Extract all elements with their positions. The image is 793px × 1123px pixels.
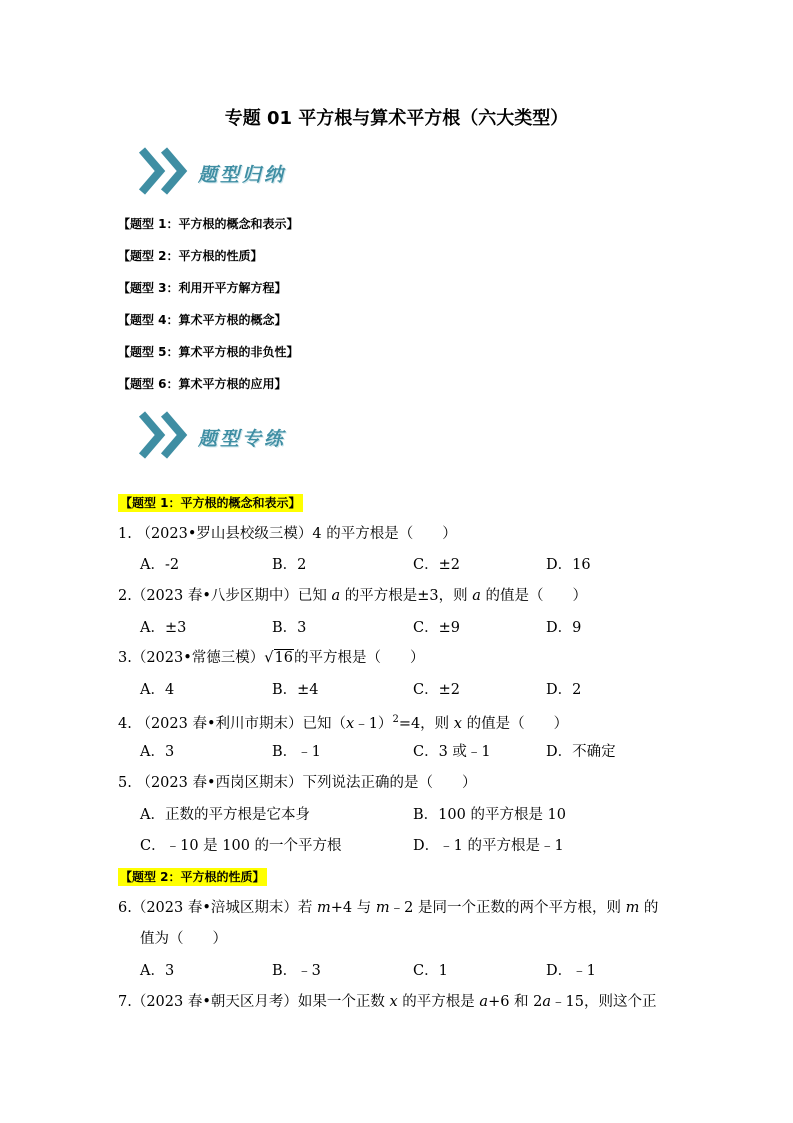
banner-title: 题型归纳 — [198, 164, 287, 186]
question-4: 4. （2023 春•利川市期末）已知（x﹣1）$^2$=4，则 x 的值是（ ） — [118, 714, 569, 732]
option: C．3 或﹣1 — [413, 744, 491, 760]
topic-item: 【题型 3：利用开平方解方程】 — [118, 281, 287, 295]
question-6-line2: 值为（ ） — [140, 931, 227, 947]
option: C．1 — [413, 963, 448, 979]
option: A．3 — [140, 963, 175, 979]
option: D．﹣1 的平方根是﹣1 — [413, 838, 564, 854]
question-1: 1. （2023•罗山县校级三模）4 的平方根是（ ） — [118, 526, 457, 542]
option: A．正数的平方根是它本身 — [140, 807, 310, 823]
topic-item: 【题型 2：平方根的性质】 — [118, 249, 263, 263]
option: A．±3 — [140, 620, 187, 636]
page-title: 专题 01 平方根与算术平方根（六大类型） — [224, 108, 569, 129]
banner-title: 题型专练 — [198, 428, 287, 450]
topic-item: 【题型 5：算术平方根的非负性】 — [118, 345, 299, 359]
topic-item: 【题型 1：平方根的概念和表示】 — [118, 217, 299, 231]
section-heading: 【题型 2：平方根的性质】 — [120, 870, 265, 884]
double-chevron-icon — [136, 146, 196, 196]
option: B．﹣3 — [272, 963, 321, 979]
question-7: 7.（2023 春•朝天区月考）如果一个正数 x 的平方根是 a+6 和 2a﹣15，则这个正 — [118, 994, 657, 1010]
sqrt-symbol: √16 — [264, 650, 293, 666]
option: D．16 — [546, 557, 591, 573]
option: D．9 — [546, 620, 582, 636]
question-5: 5. （2023 春•西岗区期末）下列说法正确的是（ ） — [118, 775, 477, 791]
option: B．±4 — [272, 682, 319, 698]
option: B．﹣1 — [272, 744, 321, 760]
topic-item: 【题型 4：算术平方根的概念】 — [118, 313, 287, 327]
option: C．±9 — [413, 620, 460, 636]
double-chevron-icon — [136, 410, 196, 460]
option: D．不确定 — [546, 744, 616, 760]
section-banner-summary — [136, 146, 396, 202]
topic-list — [118, 216, 299, 408]
option: C．﹣10 是 100 的一个平方根 — [140, 838, 342, 854]
section-banner-practice — [136, 410, 396, 466]
question-3: 3.（2023•常德三模）√16的平方根是（ ） — [118, 650, 425, 666]
topic-item: 【题型 6：算术平方根的应用】 — [118, 377, 287, 391]
option: C．±2 — [413, 557, 460, 573]
question-2: 2.（2023 春•八步区期中）已知 a 的平方根是±3，则 a 的值是（ ） — [118, 588, 588, 604]
option: A．3 — [140, 744, 175, 760]
option: D．2 — [546, 682, 582, 698]
option: A．-2 — [140, 557, 180, 573]
question-6: 6.（2023 春•涪城区期末）若 m+4 与 m﹣2 是同一个正数的两个平方根，则 m 的 — [118, 900, 659, 916]
option: B．100 的平方根是 10 — [413, 807, 566, 823]
option: A．4 — [140, 682, 175, 698]
option: D．﹣1 — [546, 963, 596, 979]
option: C．±2 — [413, 682, 460, 698]
option: B．3 — [272, 620, 307, 636]
option: B．2 — [272, 557, 307, 573]
section-heading: 【题型 1：平方根的概念和表示】 — [120, 496, 301, 510]
